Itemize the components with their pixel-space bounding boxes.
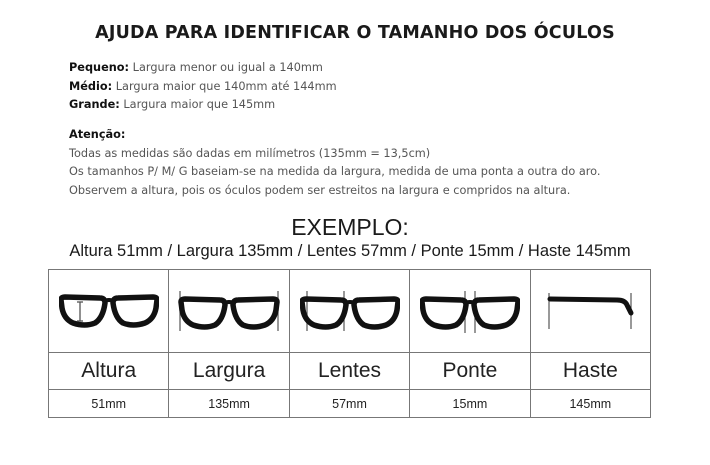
size-list	[69, 59, 337, 115]
example-title: EXEMPLO:	[291, 214, 409, 240]
size-text: Largura maior que 145mm	[119, 98, 276, 111]
measure-image-cell	[169, 270, 288, 353]
size-item-large	[69, 96, 337, 115]
measure-image-cell	[531, 270, 650, 353]
size-label: Grande:	[69, 98, 120, 111]
size-item-small	[69, 59, 337, 78]
attention-section	[69, 126, 600, 200]
measure-value: 57mm	[332, 396, 367, 411]
measure-column-temple	[531, 270, 650, 417]
glasses-temple-icon	[545, 287, 635, 335]
measure-label: Largura	[169, 353, 288, 390]
measure-image-cell	[290, 270, 409, 353]
measure-label: Ponte	[410, 353, 529, 390]
glasses-lens-icon	[300, 287, 400, 335]
size-item-medium	[69, 78, 337, 97]
size-text: Largura maior que 140mm até 144mm	[112, 79, 337, 93]
glasses-width-icon	[177, 287, 281, 335]
measure-image-cell	[49, 270, 168, 353]
measure-column-width	[169, 270, 289, 417]
measure-value: 145mm	[569, 396, 612, 411]
example-dimensions: Altura 51mm / Largura 135mm / Lentes 57mm / Ponte 15mm / Haste 145mm	[69, 242, 631, 260]
attention-line: Os tamanhos P/ M/ G baseiam-se na medida da largura, medida de uma ponta a outra do aro.	[69, 165, 601, 178]
measure-column-height	[49, 270, 169, 417]
size-label: Pequeno:	[69, 61, 130, 74]
measure-value: 15mm	[452, 396, 488, 411]
measure-column-lens	[290, 270, 410, 417]
measure-column-bridge	[410, 270, 530, 417]
attention-line: Todas as medidas são dadas em milímetros (135mm = 13,5cm)	[69, 146, 431, 160]
measure-label: Lentes	[290, 353, 409, 390]
measure-value: 135mm	[208, 396, 250, 411]
measurement-table	[48, 269, 651, 418]
size-label: Médio:	[69, 79, 113, 93]
glasses-height-icon	[59, 291, 159, 331]
page-title: AJUDA PARA IDENTIFICAR O TAMANHO DOS ÓCULOS	[95, 23, 615, 43]
attention-heading: Atenção:	[69, 128, 126, 141]
glasses-bridge-icon	[420, 287, 520, 335]
measure-label: Haste	[531, 353, 650, 390]
measure-image-cell	[410, 270, 529, 353]
attention-line: Observem a altura, pois os óculos podem ser estreitos na largura e compridos na altura.	[69, 183, 571, 197]
measure-value: 51mm	[91, 396, 127, 411]
measure-label: Altura	[49, 353, 168, 390]
size-text: Largura menor ou igual a 140mm	[129, 61, 323, 74]
